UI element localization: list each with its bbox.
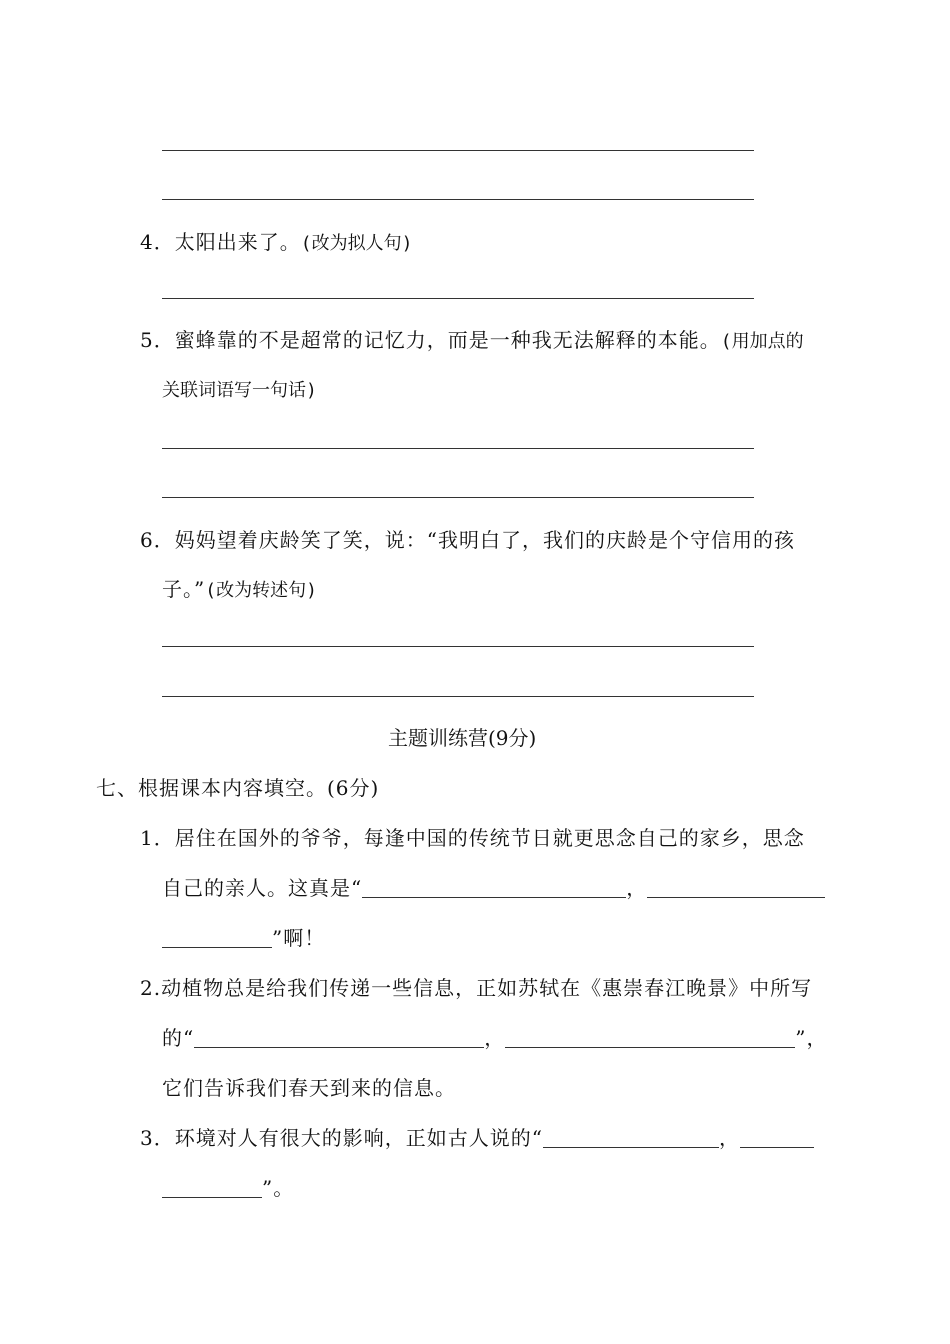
fill-blank[interactable] [162, 1177, 262, 1198]
item-2-text-part-1: 动植物总是给我们传递一些信息，正如苏轼在《惠崇春江晚景》中所写 [161, 976, 813, 1000]
item-3-comma: ， [718, 1126, 740, 1150]
item-3-line-2 [162, 1176, 294, 1200]
answer-line[interactable] [162, 199, 754, 200]
item-2-line-2 [162, 1026, 827, 1050]
question-4-text: 太阳出来了。 [174, 230, 301, 254]
item-1-line-3 [162, 926, 325, 950]
section-title: 主题训练营(9分) [388, 726, 537, 750]
item-3-ending: ”。 [262, 1176, 295, 1200]
item-1-number: 1． [140, 826, 175, 850]
fill-blank[interactable] [740, 1127, 814, 1148]
fill-blank[interactable] [162, 927, 272, 948]
item-3-number: 3． [140, 1126, 175, 1150]
question-6-text-part-1: 妈妈望着庆龄笑了笑，说：“我明白了，我们的庆龄是个守信用的孩 [174, 528, 795, 552]
question-5-text: 蜜蜂靠的不是超常的记忆力，而是一种我无法解释的本能。 [174, 328, 721, 352]
question-6-text-part-2: 子。” [162, 577, 206, 601]
answer-line[interactable] [162, 497, 754, 498]
fill-blank[interactable] [505, 1027, 795, 1048]
item-1-text-part-1: 居住在国外的爷爷，每逢中国的传统节日就更思念自己的家乡，思念 [174, 826, 805, 850]
answer-line[interactable] [162, 646, 754, 647]
item-1-line-2 [162, 876, 825, 900]
item-1-ending: ”啊！ [272, 926, 326, 950]
item-1-text-part-2: 自己的亲人。这真是“ [162, 876, 363, 900]
item-2-number: 2. [140, 976, 162, 1000]
question-5-line-1 [140, 328, 804, 354]
question-6-line-2 [162, 577, 317, 603]
fill-blank[interactable] [362, 877, 626, 898]
fill-blank[interactable] [647, 877, 825, 898]
item-2-text-part-3: 它们告诉我们春天到来的信息。 [162, 1076, 456, 1100]
question-4-number: 4． [140, 230, 175, 254]
item-2-comma: ， [484, 1026, 506, 1050]
fill-blank[interactable] [543, 1127, 719, 1148]
part-7-text: 根据课本内容填空。(6分) [138, 776, 380, 800]
part-7-label: 七、 [96, 776, 138, 800]
question-6-instruction: (改为转述句) [205, 580, 317, 601]
item-3-text-part-1: 环境对人有很大的影响，正如古人说的“ [174, 1126, 543, 1150]
item-1-line-1 [140, 826, 805, 850]
item-3-line-1 [140, 1126, 814, 1150]
item-2-text-part-2: 的“ [162, 1026, 195, 1050]
question-5-instruction-part-1: (用加点的 [720, 331, 804, 352]
question-6-number: 6． [140, 528, 175, 552]
question-5-instruction-part-2: 关联词语写一句话) [162, 380, 317, 401]
question-5-number: 5． [140, 328, 175, 352]
answer-line[interactable] [162, 448, 754, 449]
item-2-line-1 [140, 976, 812, 1000]
fill-blank[interactable] [194, 1027, 484, 1048]
question-4-instruction: (改为拟人句) [300, 233, 413, 254]
answer-line[interactable] [162, 696, 754, 697]
item-2-line-3 [162, 1076, 456, 1100]
answer-line[interactable] [162, 150, 754, 151]
item-2-close-quote: ”， [795, 1026, 828, 1050]
question-4 [140, 230, 412, 256]
part-7-heading [96, 776, 379, 800]
question-6-line-1 [140, 528, 795, 552]
answer-line[interactable] [162, 298, 754, 299]
item-1-comma: ， [626, 876, 648, 900]
